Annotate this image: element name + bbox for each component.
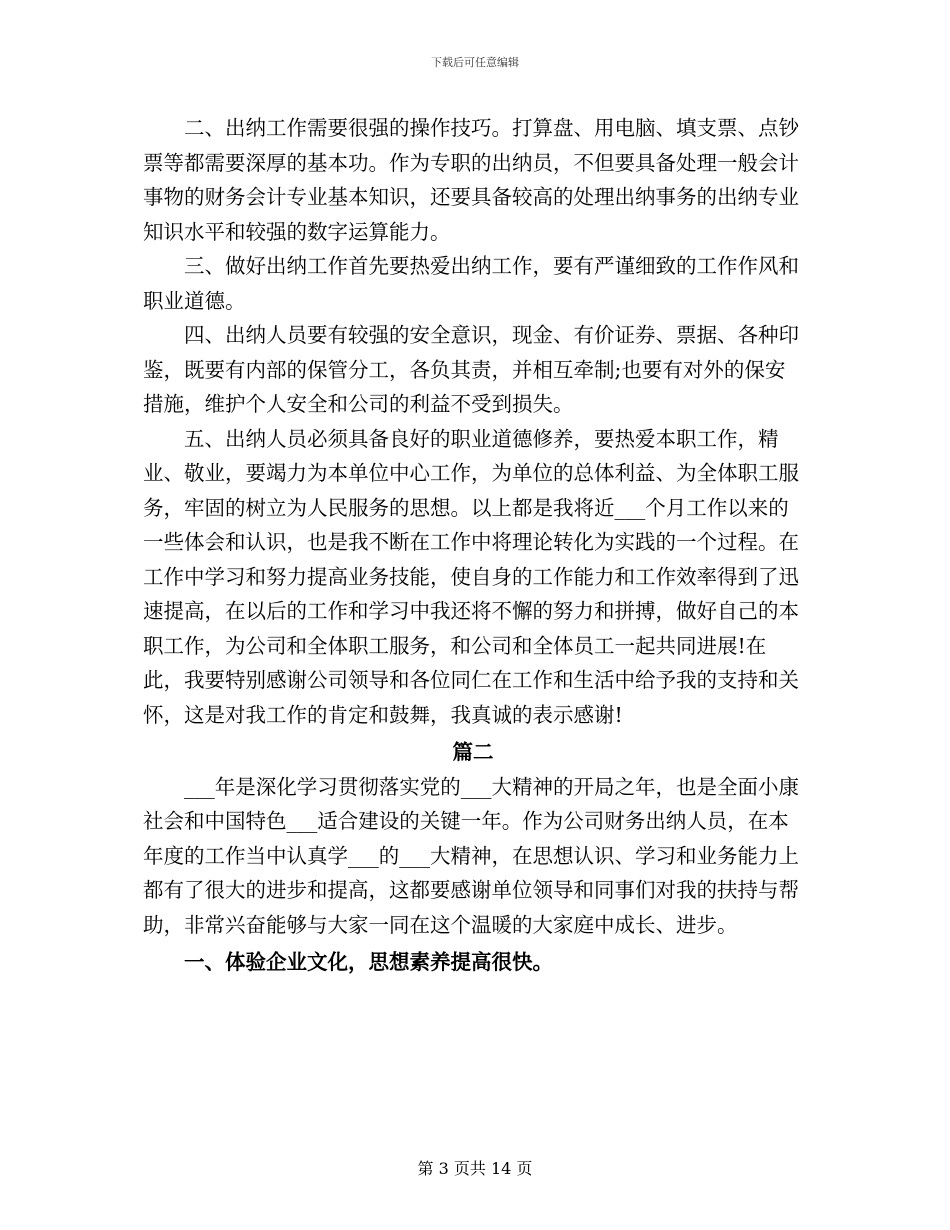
- paragraph-security-awareness: 四、出纳人员要有较强的安全意识，现金、有价证券、票据、各种印鉴，既要有内部的保管分工，各负其责，并相互牵制;也要有对外的保安措施，维护个人安全和公司的利益不受到损失。: [143, 323, 799, 416]
- page-header: 下载后可任意编辑: [431, 56, 519, 69]
- paragraph-year-summary: ___年是深化学习贯彻落实党的___大精神的开局之年，也是全面小康社会和中国特色___适合建设的关键一年。作为公司财务出纳人员，在本年度的工作当中认真学___的___大精神，在思想认识、学习和业务能力上都有了很大的进步和提高，这都要感谢单位领导和同事们对我的扶持与帮助，非常兴奋能够与大家一同在这个温暖的大家庭中成长、进步。: [143, 774, 799, 937]
- page-footer: 第 3 页共 14 页: [417, 1159, 533, 1178]
- paragraph-professional-ethics: 五、出纳人员必须具备良好的职业道德修养，要热爱本职工作，精业、敬业，要竭力为本单位中心工作，为单位的总体利益、为全体职工服务，牢固的树立为人民服务的思想。以上都是我将近___个月工作以来的一些体会和认识，也是我不断在工作中将理论转化为实践的一个过程。在工作中学习和努力提高业务技能，使自身的工作能力和工作效率得到了迅速提高，在以后的工作和学习中我还将不懈的努力和拼搏，做好自己的本职工作，为公司和全体职工服务，和公司和全体员工一起共同进展!在此，我要特别感谢公司领导和各位同仁在工作和生活中给予我的支持和关怀，这是对我工作的肯定和鼓舞，我真诚的表示感谢!: [143, 426, 799, 727]
- paragraph-love-work: 三、做好出纳工作首先要热爱出纳工作，要有严谨细致的工作作风和职业道德。: [143, 254, 799, 313]
- document-body: [143, 111, 803, 980]
- paragraph-cashier-skills: 二、出纳工作需要很强的操作技巧。打算盘、用电脑、填支票、点钞票等都需要深厚的基本功。作为专职的出纳员，不但要具备处理一般会计事物的财务会计专业基本知识，还要具备较高的处理出纳事务的出纳专业知识水平和较强的数字运算能力。: [143, 116, 799, 244]
- section-heading: 篇二: [452, 740, 494, 764]
- sub-heading: 一、体验企业文化，思想素养提高很快。: [184, 950, 553, 974]
